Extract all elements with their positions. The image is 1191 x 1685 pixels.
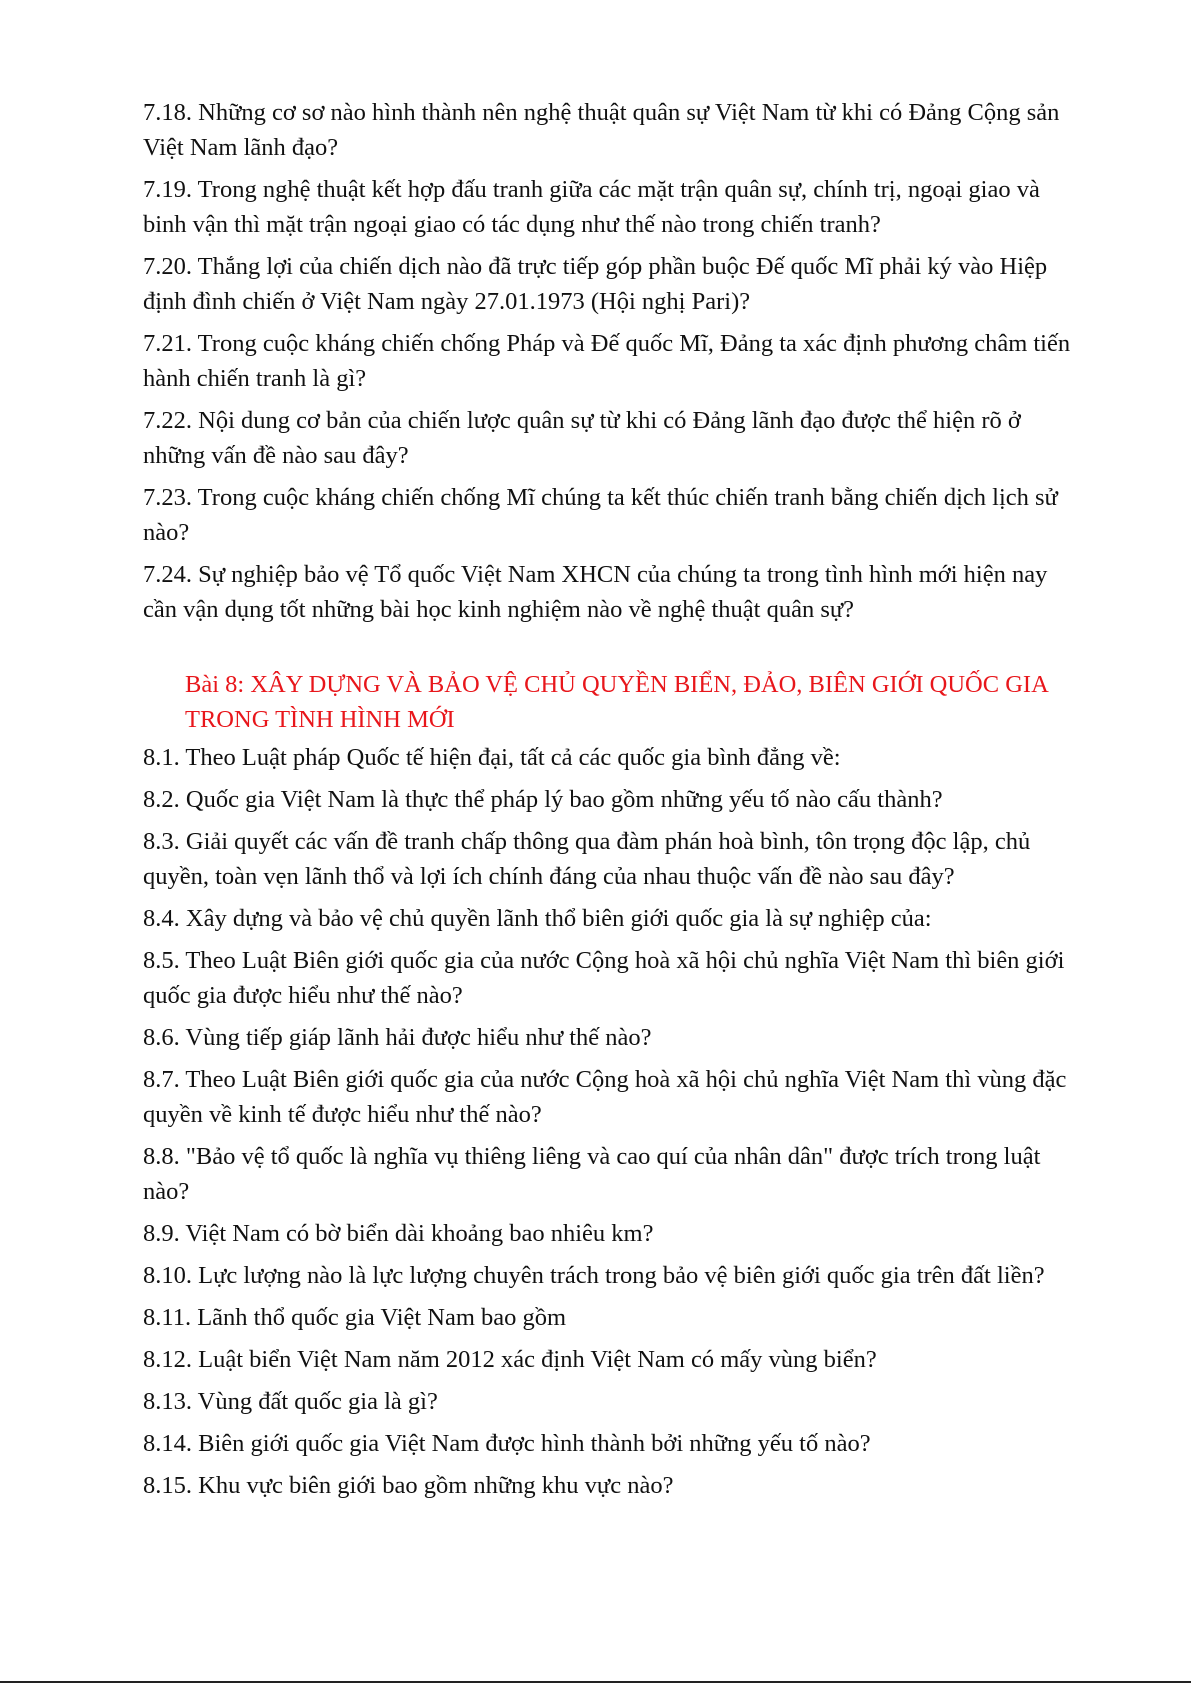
section-8-title: Bài 8: XÂY DỰNG VÀ BẢO VỆ CHỦ QUYỀN BIỂN, ĐẢO, BIÊN GIỚI QUỐC GIA TRONG TÌNH HÌNH MỚI <box>185 671 1048 733</box>
question-8-9: 8.9. Việt Nam có bờ biển dài khoảng bao nhiêu km? <box>143 1220 654 1247</box>
question-7-18: 7.18. Những cơ sơ nào hình thành nên nghệ thuật quân sự Việt Nam từ khi có Đảng Cộng sản Việt Nam lãnh đạo? <box>143 99 1060 161</box>
question-7-24: 7.24. Sự nghiệp bảo vệ Tổ quốc Việt Nam XHCN của chúng ta trong tình hình mới hiện nay cần vận dụng tốt những bài học kinh nghiệm nào về nghệ thuật quân sự? <box>143 561 1048 623</box>
question-8-2: 8.2. Quốc gia Việt Nam là thực thể pháp lý bao gồm những yếu tố nào cấu thành? <box>143 786 943 813</box>
page-content <box>143 95 1083 1510</box>
question-7-21: 7.21. Trong cuộc kháng chiến chống Pháp và Đế quốc Mĩ, Đảng ta xác định phương châm tiến hành chiến tranh là gì? <box>143 330 1071 392</box>
question-8-14: 8.14. Biên giới quốc gia Việt Nam được hình thành bởi những yếu tố nào? <box>143 1430 871 1457</box>
question-7-22: 7.22. Nội dung cơ bản của chiến lược quân sự từ khi có Đảng lãnh đạo được thể hiện rõ ở những vấn đề nào sau đây? <box>143 407 1021 469</box>
question-7-19: 7.19. Trong nghệ thuật kết hợp đấu tranh giữa các mặt trận quân sự, chính trị, ngoại giao và binh vận thì mặt trận ngoại giao có tác dụng như thế nào trong chiến tranh? <box>143 176 1040 238</box>
question-7-20: 7.20. Thắng lợi của chiến dịch nào đã trực tiếp góp phần buộc Đế quốc Mĩ phải ký vào Hiệp định đình chiến ở Việt Nam ngày 27.01.1973 (Hội nghị Pari)? <box>143 253 1048 315</box>
question-8-15: 8.15. Khu vực biên giới bao gồm những khu vực nào? <box>143 1472 674 1499</box>
footer-divider <box>0 1681 1191 1683</box>
question-8-10: 8.10. Lực lượng nào là lực lượng chuyên trách trong bảo vệ biên giới quốc gia trên đất liền? <box>143 1262 1045 1289</box>
question-8-13: 8.13. Vùng đất quốc gia là gì? <box>143 1388 438 1415</box>
question-7-23: 7.23. Trong cuộc kháng chiến chống Mĩ chúng ta kết thúc chiến tranh bằng chiến dịch lịch sử nào? <box>143 484 1058 546</box>
question-8-5: 8.5. Theo Luật Biên giới quốc gia của nước Cộng hoà xã hội chủ nghĩa Việt Nam thì biên giới quốc gia được hiểu như thế nào? <box>143 947 1065 1009</box>
question-8-7: 8.7. Theo Luật Biên giới quốc gia của nước Cộng hoà xã hội chủ nghĩa Việt Nam thì vùng đặc quyền về kinh tế được hiểu như thế nào? <box>143 1066 1067 1128</box>
question-8-6: 8.6. Vùng tiếp giáp lãnh hải được hiểu như thế nào? <box>143 1024 652 1051</box>
question-8-3: 8.3. Giải quyết các vấn đề tranh chấp thông qua đàm phán hoà bình, tôn trọng độc lập, chủ quyền, toàn vẹn lãnh thổ và lợi ích chính đáng của nhau thuộc vấn đề nào sau đây? <box>143 828 1031 890</box>
question-8-1: 8.1. Theo Luật pháp Quốc tế hiện đại, tất cả các quốc gia bình đẳng về: <box>143 744 841 771</box>
question-8-4: 8.4. Xây dựng và bảo vệ chủ quyền lãnh thổ biên giới quốc gia là sự nghiệp của: <box>143 905 932 932</box>
question-8-8: 8.8. "Bảo vệ tổ quốc là nghĩa vụ thiêng liêng và cao quí của nhân dân" được trích trong luật nào? <box>143 1143 1041 1205</box>
question-8-12: 8.12. Luật biển Việt Nam năm 2012 xác định Việt Nam có mấy vùng biển? <box>143 1346 877 1373</box>
question-8-11: 8.11. Lãnh thổ quốc gia Việt Nam bao gồm <box>143 1304 567 1331</box>
